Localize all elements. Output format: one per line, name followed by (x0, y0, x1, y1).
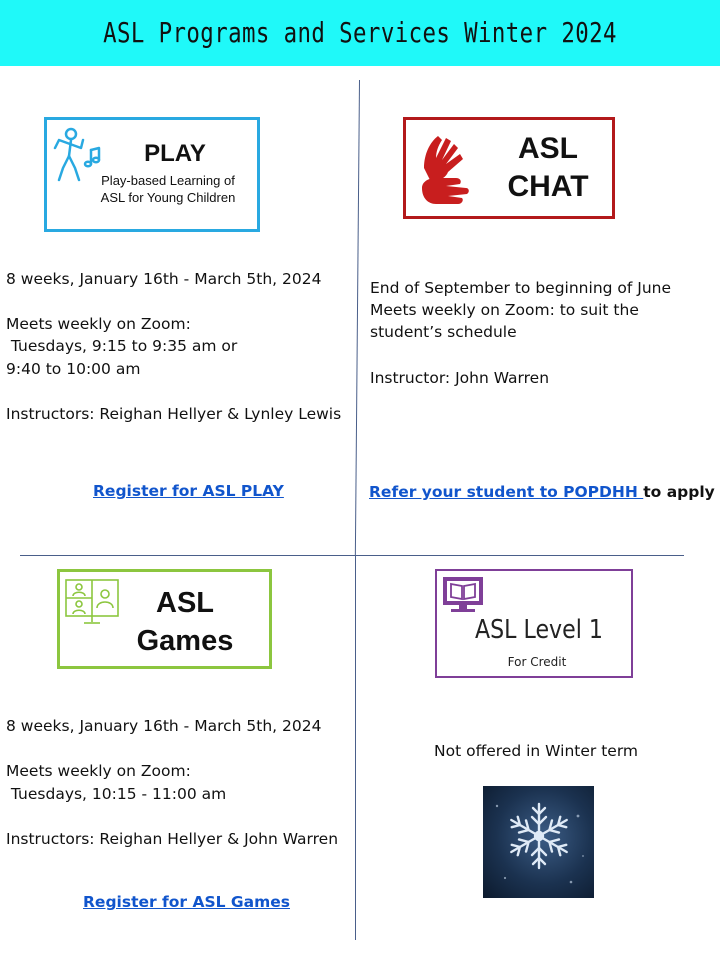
chat-logo (403, 117, 615, 219)
laptop-book-icon (441, 575, 485, 615)
chat-logo-line-1: ASL (518, 132, 578, 165)
level1-logo (435, 569, 633, 678)
play-logo-subtitle-2: ASL for Young Children (100, 190, 236, 205)
header-banner (0, 0, 720, 66)
snowflake-icon (483, 786, 594, 898)
games-meets: Meets weekly on Zoom: (6, 762, 191, 780)
chat-refer-line (369, 482, 715, 501)
chat-schedule-line-1: End of September to beginning of June (370, 279, 672, 297)
horizontal-divider (20, 555, 684, 556)
play-logo-subtitle-1: Play-based Learning of (101, 173, 235, 188)
refer-suffix: to apply (643, 483, 715, 501)
play-dates: 8 weeks, January 16th - March 5th, 2024 (6, 270, 322, 288)
chat-schedule-line-3: student’s schedule (370, 323, 517, 341)
register-asl-games-link[interactable]: Register for ASL Games (83, 893, 290, 911)
refer-popdhh-link[interactable]: Refer your student to POPDHH (369, 483, 644, 501)
level1-note: Not offered in Winter term (434, 742, 639, 760)
play-logo-title: PLAY (144, 140, 206, 167)
games-instructors: Instructors: Reighan Hellyer & John Warren (6, 830, 339, 848)
chat-instructor: Instructor: John Warren (370, 369, 550, 387)
play-instructors: Instructors: Reighan Hellyer & Lynley Lewis (6, 405, 342, 423)
play-logo (44, 117, 260, 232)
games-dates: 8 weeks, January 16th - March 5th, 2024 (6, 717, 322, 735)
chat-schedule-line-2: Meets weekly on Zoom: to suit the (370, 301, 639, 319)
page-title: ASL Programs and Services Winter 2024 (103, 16, 617, 49)
games-logo (57, 569, 272, 669)
chat-logo-line-2: CHAT (507, 170, 589, 203)
games-logo-line-1: ASL (156, 587, 214, 619)
level1-logo-title: ASL Level 1 (475, 615, 603, 645)
play-time-2: 9:40 to 10:00 am (6, 360, 141, 378)
vertical-divider-lower (355, 556, 356, 940)
play-time-1: Tuesdays, 9:15 to 9:35 am or (6, 337, 238, 355)
vertical-divider (355, 80, 360, 555)
play-meets: Meets weekly on Zoom: (6, 315, 191, 333)
video-conference-icon (64, 578, 120, 626)
snowflake-image (483, 786, 594, 898)
signing-hands-icon (416, 128, 474, 208)
games-time: Tuesdays, 10:15 - 11:00 am (6, 785, 227, 803)
level1-logo-subtitle: For Credit (507, 655, 567, 669)
games-logo-line-2: Games (136, 625, 234, 657)
register-asl-play-link[interactable]: Register for ASL PLAY (93, 482, 284, 500)
